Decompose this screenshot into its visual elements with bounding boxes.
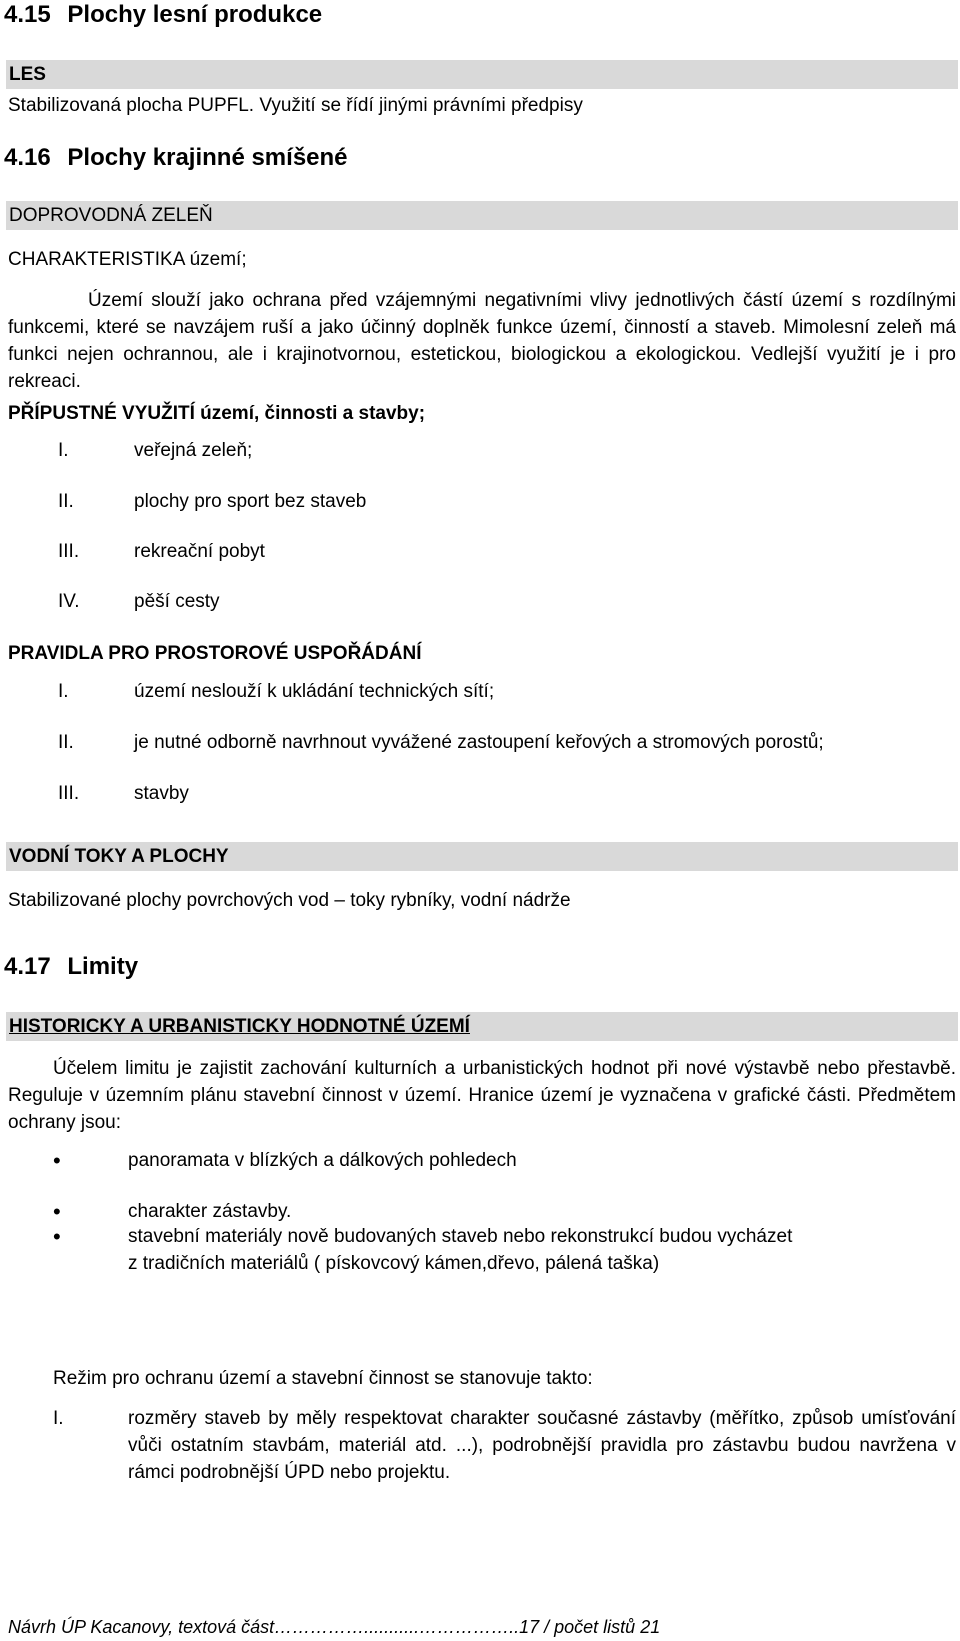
bullet-icon: •: [53, 1148, 61, 1173]
les-text: Stabilizovaná plocha PUPFL. Využití se řídí jinými právními předpisy: [8, 95, 583, 116]
list-item: panoramata v blízkých a dálkových pohledech: [128, 1150, 517, 1171]
section-number: 4.16: [4, 144, 51, 171]
section-number: 4.17: [4, 953, 51, 980]
historicky-bar: [6, 1012, 958, 1041]
section-number: 4.15: [4, 1, 51, 28]
list-item: pěší cesty: [134, 591, 220, 612]
section-title: Plochy lesní produkce: [67, 1, 323, 28]
list-item: je nutné odborně navrhnout vyvážené zastoupení keřových a stromových porostů;: [134, 732, 824, 753]
bullet-icon: •: [53, 1224, 61, 1249]
list-item: veřejná zeleň;: [134, 440, 253, 461]
historicky-bar-label: HISTORICKY A URBANISTICKY HODNOTNÉ ÚZEMÍ: [9, 1016, 470, 1037]
pravidla-heading: PRAVIDLA PRO PROSTOROVÉ USPOŘÁDÁNÍ: [8, 643, 422, 664]
vodni-toky-text: Stabilizované plochy povrchových vod – toky rybníky, vodní nádrže: [8, 890, 571, 911]
list-number: III.: [58, 783, 80, 804]
pripustne-heading: PŘÍPUSTNÉ VYUŽITÍ území, činnosti a stavby;: [8, 403, 426, 424]
list-item: stavební materiály nově budovaných staveb nebo rekonstrukcí budou vycházet: [128, 1226, 793, 1247]
list-number: I.: [58, 440, 69, 461]
section-4-17-heading: [4, 952, 138, 982]
les-bar: LES: [6, 60, 958, 89]
charakteristika-heading: CHARAKTERISTIKA území;: [8, 249, 247, 270]
list-item: charakter zástavby.: [128, 1201, 292, 1222]
list-item: plochy pro sport bez staveb: [134, 491, 367, 512]
section-title: Plochy krajinné smíšené: [67, 144, 348, 171]
section-title: Limity: [67, 953, 139, 980]
rezim-item-text: rozměry staveb by měly respektovat charakter současné zástavby (měřítko, způsob umísťování vůči ostatním stavbám, materiál atd. ...), podrobnější pravidla pro zástavbu budou navržena v rámci podrobnější ÚPD nebo projektu.: [128, 1408, 956, 1483]
list-item: rekreační pobyt: [134, 541, 265, 562]
rezim-text: Režim pro ochranu území a stavební činnost se stanovuje takto:: [53, 1368, 593, 1389]
list-item-continuation: z tradičních materiálů ( pískovcový kámen,dřevo, pálená taška): [128, 1253, 660, 1274]
list-number: I.: [58, 681, 69, 702]
list-number: I.: [53, 1408, 64, 1429]
charakteristika-text: Území slouží jako ochrana před vzájemnými negativními vlivy jednotlivých částí území s rozdílnými funkcemi, které se navzájem ruší a jako účinný doplněk funkce území, činností a staveb. Mimolesní zeleň má funkci nejen ochrannou, ale i krajinotvornou, estetickou, biologickou a ekologickou. Vedlejší využití je i pro rekreaci.: [8, 290, 956, 392]
historicky-text: Účelem limitu je zajistit zachování kulturních a urbanistických hodnot při nové výstavbě nebo přestavbě. Reguluje v územním plánu stavební činnost v území. Hranice území je vyznačena v grafické části. Předmětem ochrany jsou:: [8, 1058, 956, 1133]
list-number: II.: [58, 732, 74, 753]
list-number: II.: [58, 491, 74, 512]
page-footer: Návrh ÚP Kacanovy, textová část……………...........……………..17 / počet listů 21: [8, 1617, 661, 1637]
doprovodna-zelen-bar: DOPROVODNÁ ZELEŇ: [6, 201, 958, 230]
bullet-icon: •: [53, 1199, 61, 1224]
list-number: III.: [58, 541, 80, 562]
section-4-16-heading: [4, 143, 348, 173]
list-item: stavby: [134, 783, 189, 804]
list-number: IV.: [58, 591, 80, 612]
list-item: území neslouží k ukládání technických sítí;: [134, 681, 495, 702]
section-4-15-heading: [4, 0, 322, 30]
vodni-toky-bar: VODNÍ TOKY A PLOCHY: [6, 842, 958, 871]
